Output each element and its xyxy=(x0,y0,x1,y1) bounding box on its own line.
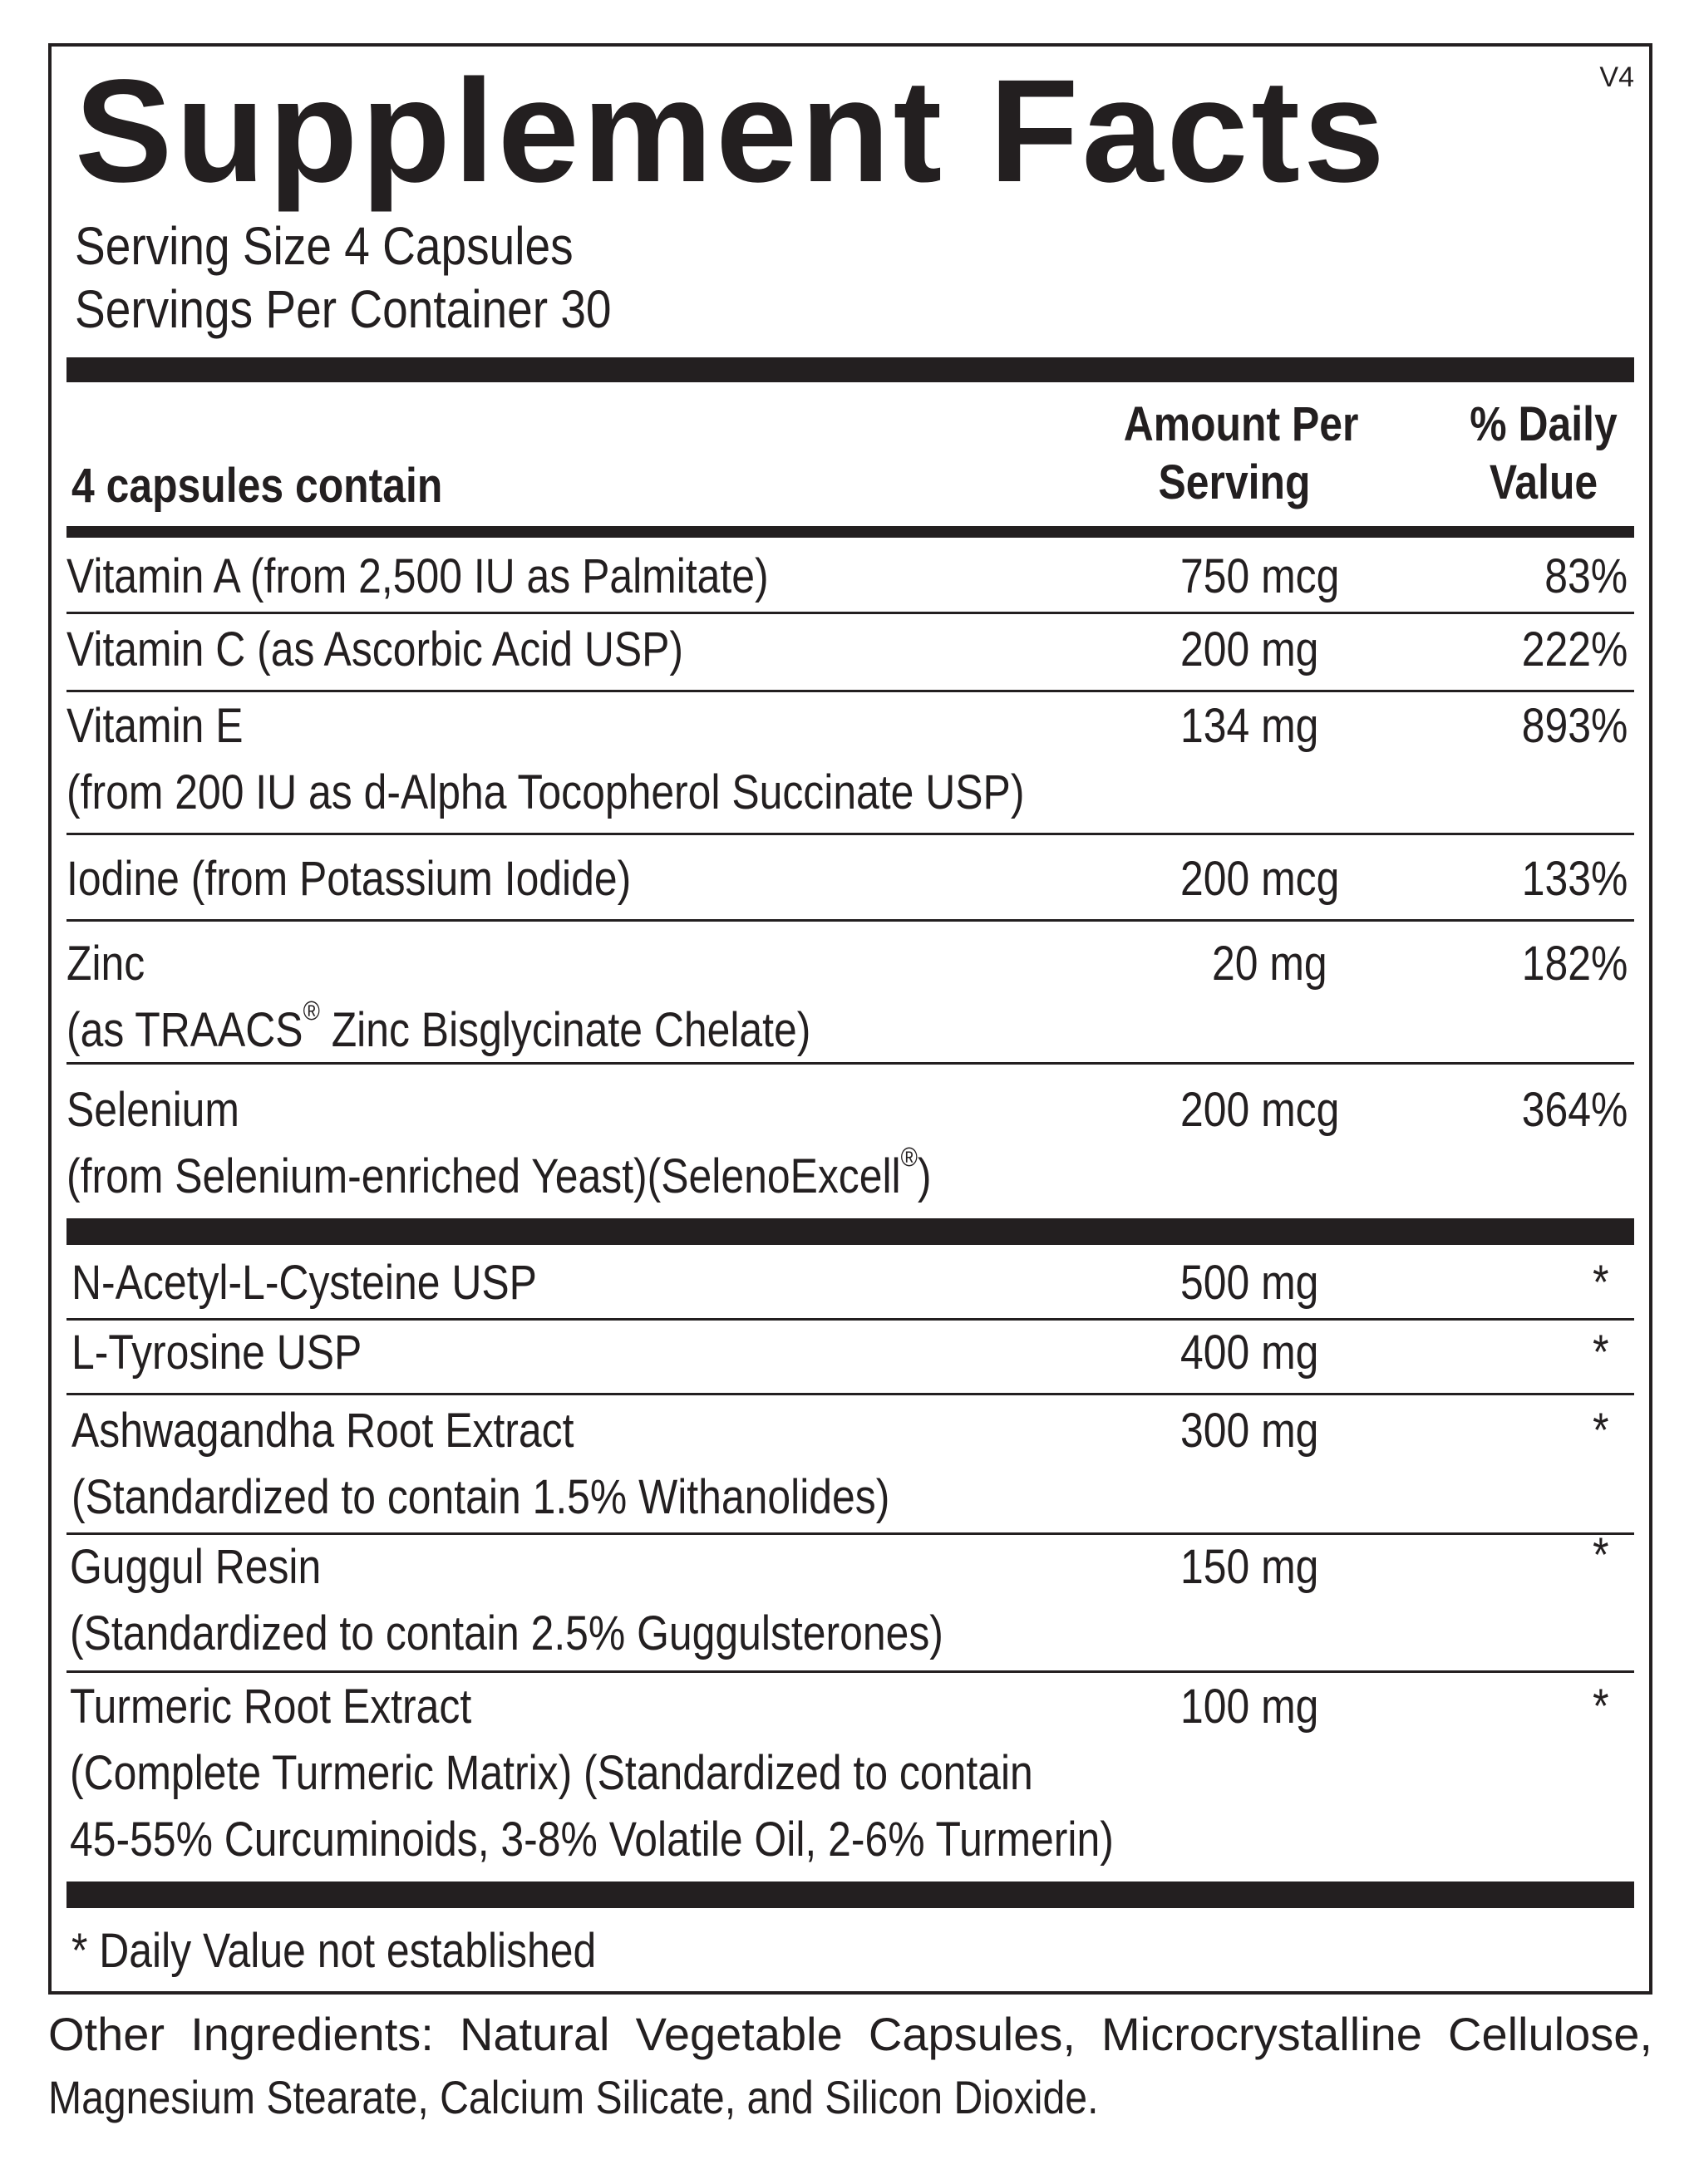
header-amount xyxy=(1123,396,1359,512)
ingredient-name: Turmeric Root Extract xyxy=(70,1680,472,1734)
other-word: Other xyxy=(48,2008,165,2060)
ingredient-name: L-Tyrosine USP xyxy=(71,1326,362,1380)
nutrient-description xyxy=(66,997,810,1064)
registered-mark: ® xyxy=(900,1142,918,1172)
nutrient-name: Iodine (from Potassium Iodide) xyxy=(66,852,632,906)
row-divider xyxy=(66,1393,1634,1395)
other-ingredients-line2: Magnesium Stearate, Calcium Silicate, and Silicon Dioxide. xyxy=(48,2071,1099,2123)
other-word: Ingredients: xyxy=(190,2008,434,2060)
thick-divider xyxy=(66,1881,1634,1908)
ingredient-description-2: 45-55% Curcuminoids, 3-8% Volatile Oil, 2-6% Turmerin) xyxy=(70,1813,1114,1867)
supplement-facts-panel xyxy=(48,43,1652,1995)
row-divider xyxy=(66,612,1634,614)
nutrient-dv: 133% xyxy=(1521,852,1628,906)
row-divider xyxy=(66,1670,1634,1673)
thick-divider xyxy=(66,1218,1634,1245)
header-daily-value xyxy=(1461,396,1626,512)
serving-size: Serving Size 4 Capsules xyxy=(75,216,574,276)
thick-divider xyxy=(66,357,1634,382)
ingredient-dv: * xyxy=(1593,1680,1609,1734)
nutrient-name: Vitamin E xyxy=(66,699,244,753)
nutrient-dv: 182% xyxy=(1521,937,1628,991)
other-word: Cellulose, xyxy=(1448,2008,1652,2060)
description-text: (as TRAACS xyxy=(66,1003,303,1057)
nutrient-description xyxy=(66,1144,932,1210)
ingredient-name: N-Acetyl-L-Cysteine USP xyxy=(71,1256,537,1310)
ingredient-amount: 400 mg xyxy=(1180,1326,1319,1380)
header-dv-line1: % Daily xyxy=(1470,397,1618,451)
ingredient-name: Ashwagandha Root Extract xyxy=(71,1404,574,1458)
header-contain: 4 capsules contain xyxy=(71,459,443,513)
nutrient-amount: 200 mg xyxy=(1180,622,1319,676)
other-ingredients-line1 xyxy=(48,2003,1652,2066)
version-label: V4 xyxy=(1599,61,1634,93)
other-ingredients xyxy=(48,2003,1652,2129)
ingredient-amount: 100 mg xyxy=(1180,1680,1319,1734)
ingredient-dv: * xyxy=(1593,1326,1609,1380)
ingredient-dv: * xyxy=(1593,1256,1609,1310)
registered-mark: ® xyxy=(303,996,320,1026)
nutrient-dv: 222% xyxy=(1521,622,1628,676)
row-divider xyxy=(66,919,1634,922)
medium-divider xyxy=(66,526,1634,538)
nutrient-amount: 134 mg xyxy=(1180,699,1319,753)
nutrient-dv: 364% xyxy=(1521,1083,1628,1137)
ingredient-amount: 500 mg xyxy=(1180,1256,1319,1310)
nutrient-amount: 20 mg xyxy=(1212,937,1327,991)
other-word: Capsules, xyxy=(868,2008,1076,2060)
nutrient-amount: 200 mcg xyxy=(1180,1083,1340,1137)
description-text: Zinc Bisglycinate Chelate) xyxy=(319,1003,811,1057)
header-dv-line2: Value xyxy=(1489,455,1598,509)
other-word: Microcrystalline xyxy=(1101,2008,1422,2060)
nutrient-name: Vitamin C (as Ascorbic Acid USP) xyxy=(66,622,683,676)
row-divider xyxy=(66,1062,1634,1065)
nutrient-name: Selenium xyxy=(66,1083,239,1137)
description-text: (from Selenium-enriched Yeast)(SelenoExcell xyxy=(66,1149,901,1203)
row-divider xyxy=(66,690,1634,692)
ingredient-description: (Complete Turmeric Matrix) (Standardized to contain xyxy=(70,1746,1033,1800)
ingredient-amount: 150 mg xyxy=(1180,1540,1319,1594)
ingredient-description: (Standardized to contain 2.5% Guggulsterones) xyxy=(70,1606,943,1660)
header-amount-line1: Amount Per xyxy=(1123,397,1359,451)
serving-info xyxy=(75,214,612,341)
servings-per-container: Servings Per Container 30 xyxy=(75,279,612,339)
ingredient-description: (Standardized to contain 1.5% Withanolides) xyxy=(71,1470,890,1524)
ingredient-name: Guggul Resin xyxy=(70,1540,322,1594)
other-word: Vegetable xyxy=(635,2008,843,2060)
nutrient-description: (from 200 IU as d-Alpha Tocopherol Succinate USP) xyxy=(66,765,1025,819)
nutrient-amount: 200 mcg xyxy=(1180,852,1340,906)
header-amount-line2: Serving xyxy=(1158,455,1311,509)
ingredient-dv: * xyxy=(1593,1404,1609,1458)
row-divider xyxy=(66,833,1634,835)
other-word: Natural xyxy=(459,2008,610,2060)
nutrient-dv: 893% xyxy=(1521,699,1628,753)
nutrient-name: Zinc xyxy=(66,937,145,991)
footnote: * Daily Value not established xyxy=(71,1924,597,1978)
nutrient-amount: 750 mcg xyxy=(1180,549,1340,603)
ingredient-dv: * xyxy=(1593,1528,1609,1582)
description-text: ) xyxy=(917,1149,932,1203)
nutrient-dv: 83% xyxy=(1544,549,1628,603)
panel-title: Supplement Facts xyxy=(75,50,1388,213)
nutrient-name: Vitamin A (from 2,500 IU as Palmitate) xyxy=(66,549,769,603)
ingredient-amount: 300 mg xyxy=(1180,1404,1319,1458)
